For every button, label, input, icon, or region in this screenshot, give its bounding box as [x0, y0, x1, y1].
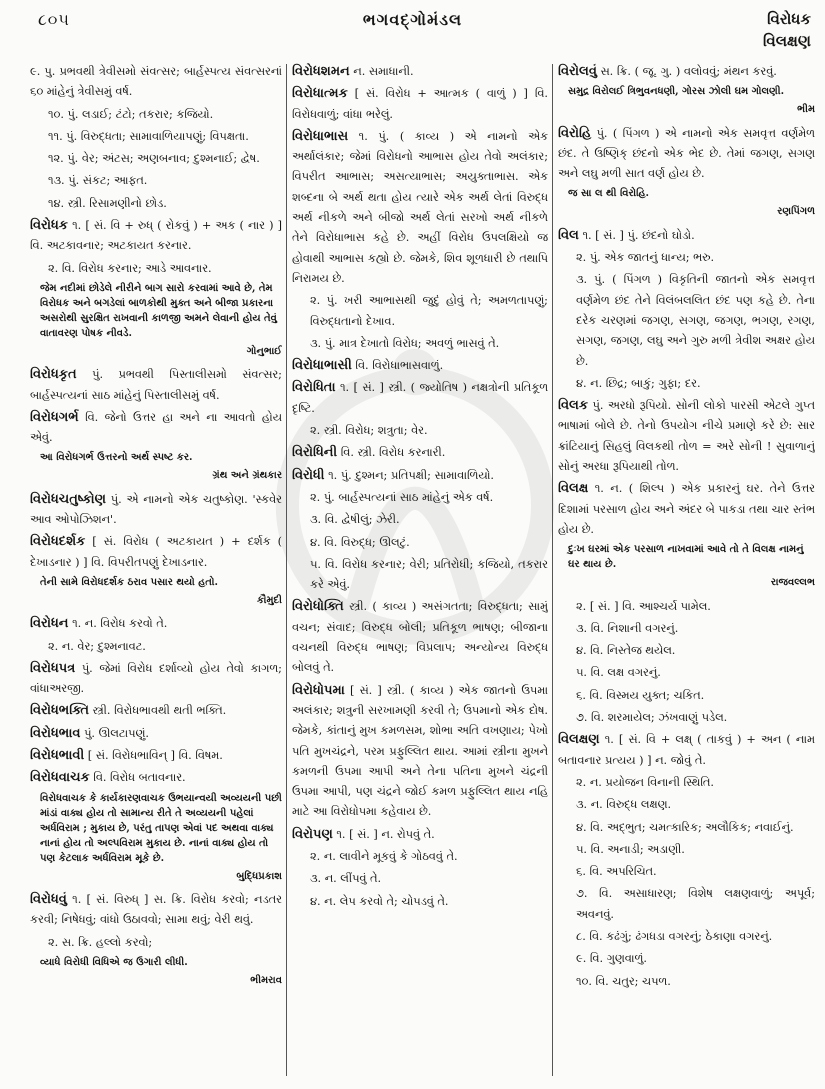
definition-text: ૨. ન. પ્રયોજન વિનાની સ્થિતિ.	[576, 775, 714, 789]
entry-sense	[292, 488, 548, 508]
entry-sense	[30, 62, 282, 103]
headword: વિરોધક	[30, 218, 68, 234]
definition-text: પું. જેમાં વિરોધ દર્શાવ્યો હોય તેવો કાગળ; વાંધાઅરજી.	[30, 661, 282, 696]
headword: વિરોહિ	[558, 125, 592, 141]
definition-text: ૯. પુ. પ્રભવથી ત્રેવીસમો સંવત્સર; બાર્હસ્પત્ય સંવત્સરનાં ૬૦ માંહેનું ત્રેવીસમું વર્ષ.	[30, 65, 282, 99]
entry-sense	[292, 869, 548, 889]
citation-source: બુદ્ધિપ્રકાશ	[236, 870, 282, 882]
citation-quote: તેની સામે વિરોધદર્શક ઠરાવ પસાર થયો હતો.	[40, 576, 218, 588]
headword: વિરોપણ	[292, 826, 333, 842]
definition-text: ૧. પું. ( કાવ્ય ) એ નામનો એક અર્થાલંકાર; જેમાં વિરોધનો આભાસ હોય તેવો અલંકાર; વિપરીત આભાસ; અસત્યાભાસ; અયુક્તાભાસ. એક શબ્દના બે અર્થ થતા હોય ત્યારે એક અર્થ લેતાં વિરુદ્ધ અર્થ નીકળે અને બીજો અર્થ લેતાં સરખો અર્થ નીકળે તેને વિરોધાભાસ કહે છે. અહીં વિરોધ ઉપલક્ષિયો જ હોવાથી આભાસ કહ્યો છે. જેમકે, શિવ શૂળધારી છે તથાપિ નિરામય છે.	[292, 129, 548, 285]
entry-sense	[558, 374, 815, 394]
citation-quote: આ વિરોધગર્ભ ઉત્તરનો અર્થ સ્પષ્ટ કર.	[40, 452, 193, 464]
entry-sense	[558, 597, 815, 617]
definition-text: ૩. પું. ( પિંગળ ) વિકૃતિની જાતનો એક સમવૃત્ત વર્ણમેળ છંદ તેને વિલંબલલિત છંદ પણ કહે છે. તેના દરેક ચરણમાં જગણ, સગણ, જગણ, ભગણ, રગણ, સગણ, જગણ, લઘુ અને ગુરુ મળી ત્રેવીશ અક્ષર હોય છે.	[576, 273, 815, 368]
dictionary-entry	[558, 396, 815, 477]
dictionary-entry	[30, 216, 282, 257]
headword: વિરોધભાવી	[30, 748, 85, 764]
definition-text: ૧. પું. દુશ્મન; પ્રતિપક્ષી; સામાવાળિયો.	[324, 468, 494, 482]
guide-word-first: વિરોધક	[767, 10, 811, 28]
definition-text: ૮. વિ. કઢંગું; ઢંગધડા વગરનું; ઠેકાણા વગરનું.	[576, 929, 773, 943]
headword: વિલક	[558, 398, 589, 414]
definition-text: ૫. વિ. લક્ષ વગરનું.	[576, 666, 661, 680]
definition-text: પું. ( પિંગળ ) એ નામનો એક સમવૃત્ત વર્ણમેળ છંદ. તે ઉષ્ણિક્ છંદનો એક ભેદ છે. તેમાં જગણ, સગણ અને લઘુ મળી સાત વર્ણ હોય છે.	[558, 126, 815, 181]
headword: વિરોલવું	[558, 64, 597, 79]
definition-text: સ્ત્રી. ( કાવ્ય ) અસંગતતા; વિરુદ્ધતા; સામું વચન; સંવાદ; વિરુદ્ધ બોલી; પ્રતિકૂળ ભાષણ; બીજાના વચનથી વિરુદ્ધ ભાષણ; વિપ્રલાપ; અન્યોન્ય વિરુદ્ધ બોલવું તે.	[292, 600, 548, 675]
definition-text: ૬. વિ. વિસ્મય યુક્ત; ચકિત.	[576, 688, 705, 702]
headword: વિરોધદર્શક	[30, 534, 86, 550]
entry-sense	[558, 270, 815, 371]
entry-sense	[558, 795, 815, 815]
definition-text: ૩. પું. માત્ર દેખાતો વિરોધ; અવળું ભાસવું તે.	[310, 336, 500, 350]
page-header	[0, 0, 825, 62]
citation-quote: જ સા લ થી વિરોહિ.	[568, 188, 650, 200]
dictionary-columns	[0, 62, 825, 1082]
entry-sense	[558, 818, 815, 838]
entry-sense	[558, 663, 815, 683]
citation-source: રાજવલ્લભ	[770, 577, 815, 589]
definition-text: ૧. [ સં. વિ + રુધ્ ( રોકવું ) + અક ( નાર ) ] વિ. અટકાવનાર; અટકાયત કરનાર.	[30, 219, 282, 253]
headword: વિરોધશમન	[292, 64, 350, 79]
entry-sense	[558, 927, 815, 947]
headword: વિરોધન	[30, 616, 69, 632]
headword: વિરોધાત્મક	[292, 86, 348, 102]
definition-text: વિ. સ્ત્રી. વિરોધ કરનારી.	[337, 446, 446, 460]
definition-text: વિ. વિરોધ બતાવનાર.	[89, 771, 186, 785]
dictionary-entry	[30, 746, 282, 766]
entry-sense	[558, 862, 815, 882]
definition-text: વિ. વિરોધાભાસવાળું.	[351, 359, 444, 373]
entry-sense	[558, 884, 815, 925]
headword: વિરોધાભાસ	[292, 128, 349, 144]
dictionary-entry	[30, 724, 282, 744]
definition-text: ૧૨. પું. વેર; અંટસ; અણબનાવ; દુશ્મનાઈ; દ્વેષ.	[48, 152, 260, 166]
definition-text: ૯. વિ. ગુણવાળું.	[576, 952, 647, 966]
definition-text: [ સં. ] સ્ત્રી. ( કાવ્ય ) એક જાતનો ઉપમા અલંકાર; શત્રુની સરખામણી કરવી તે; ઉપમાનો એક દોષ. જેમકે, કાંતાનું મુખ કમળસમ, શોભા અતિ વખણાય; પેખો પતિ મુખચંદ્રને, પરમ પ્રફુલ્લિત થાય. આમાં સ્ત્રીના મુખને કમળની ઉપમા આપી અને તેના પતિના મુખને ચંદ્રની ઉપમા આપી, પણ ચંદ્રને જોઈ કમળ પ્રફુલ્લિત થાય નહિ માટે આ વિરોધોપમા કહેવાય છે.	[292, 683, 548, 819]
headword: વિલક્ષણ	[558, 732, 600, 748]
entry-sense	[30, 637, 282, 657]
entry-sense	[558, 949, 815, 969]
citation-quote: વિરોધવાચક કે કાર્યકારણવાચક ઉભયાન્વયી અવ્યયની પછી માંડાં વાક્ય હોય તો સામાન્ય રીતે તે અવ્યયની પહેલાં અર્ધવિરામ ; મુકાય છે, પરંતુ તાપણ એવાં પદ અથવા વાક્ય નાનાં હોય તો અલ્પવિરામ મુકાય છે. નાનાં વાક્ય હોય તો પણ કેટલાક અર્ધવિરામ મૂકે છે.	[40, 792, 282, 864]
entry-sense	[292, 847, 548, 867]
definition-text: ૨. [ સં. ] વિ. આશ્ચર્ય પામેલ.	[576, 599, 711, 613]
definition-text: [ સં. વિરોધ + આત્મક ( વાળું ) ] વિ. વિરોધવાળું; વાંધા ભરેલું.	[292, 87, 548, 121]
citation-source: ગોનુભાઈ	[246, 345, 282, 357]
headword: વિરોધગર્ભ	[30, 409, 79, 425]
dictionary-title: ભગવદ્ગોમંડલ	[362, 10, 463, 29]
definition-text: પું. એ નામનો એક ચતુષ્કોણ. 'સ્કવેર આવ ઓપોઝિશન'.	[30, 492, 282, 527]
definition-text: સ. ક્રિ. ( જૂ. ગુ. ) વલોવવું; મંથન કરવું.	[596, 65, 777, 78]
dictionary-entry	[558, 124, 815, 185]
entry-sense	[558, 686, 815, 706]
entry-sense	[30, 105, 282, 125]
column-right	[558, 62, 815, 994]
entry-sense	[30, 127, 282, 147]
definition-text: ૨. સ. ક્રિ. હલ્લો કરવો;	[48, 935, 153, 949]
definition-text: ૪. ન. છિદ્ર; બાકું; ગુફા; દર.	[576, 376, 701, 390]
definition-text: ૨. પું. એક જાતનું ધાન્ય; ભરુ.	[576, 251, 715, 265]
definition-text: ૧૩. પું. સંકટ; આફત.	[48, 174, 148, 188]
dictionary-entry	[30, 490, 282, 531]
entry-sense	[292, 510, 548, 530]
definition-text: ૫. વિ. અનાડી; અડાણી.	[576, 842, 685, 856]
headword: વિલ	[558, 227, 579, 243]
definition-text: ૧. [ સં. ] ન. રોપવું તે.	[332, 827, 435, 841]
headword: વિરોધિની	[292, 445, 338, 461]
citation-source: ભીમ	[797, 104, 815, 116]
definition-text: ૧. [ સં. વિરુધ્ ] સ. ક્રિ. વિરોધ કરવો; નડતર કરવી; નિષેધવું; વાંધો ઉઠાવવો; સામા થવું; વેરી થવું.	[30, 892, 282, 927]
entry-sense	[558, 641, 815, 661]
definition-text: ૧. [ સં. વિ + લક્ષ્ ( તાકવું ) + અન ( નામ બતાવનાર પ્રત્યય ) ] ન. જોવું તે.	[558, 733, 815, 767]
headword: વિરોધાભાસી	[292, 358, 352, 374]
definition-text: પું. અરધો રૂપિયો. સોની લોકો પારસી એટલે ગુપ્ત ભાષામાં બોલે છે. તેનો ઉપયોગ નીચે પ્રમાણે કરે છે: સાર ક્રાંટિયાનું સિહલું વિલકથી તોળ = અરે સોની ! સુવાળાનું સોનું અરધા રૂપિયાથી તોળ.	[558, 399, 815, 474]
citation-quote: વ્યાધે વિરોધી વિધિએ જ ઉગારી લીધી.	[40, 956, 188, 968]
dictionary-entry	[292, 62, 548, 82]
definition-text: ૩. ન. લીંપવું તે.	[310, 872, 382, 886]
headword: વિરોધભક્તિ	[30, 703, 89, 719]
citation-source: રણપિંગળ	[777, 206, 815, 218]
citation-quote: સમુદ્ર વિરોલઈ ત્રિભુવનધણી, ગોરસ ઝોલી ઘમ ગોલણી.	[568, 86, 785, 98]
definition-text: ૧. [ સં. ] પું. છંદનો ઘોડો.	[578, 228, 695, 242]
dictionary-entry	[292, 443, 548, 463]
guide-words	[763, 8, 811, 52]
citation-source: ભીમરાવ	[250, 974, 282, 986]
definition-text: ૨. ન. વેર; દુશ્મનાવટ.	[48, 639, 146, 653]
column-middle	[292, 62, 548, 914]
definition-text: ૪. વિ. વિરુદ્ધ; ઊલટું.	[310, 535, 410, 549]
dictionary-entry	[558, 62, 815, 82]
entry-sense	[558, 248, 815, 268]
definition-text: ૧૦. પું. લડાઈ; ટંટો; તકરાર; કજિયો.	[48, 107, 214, 121]
definition-text: ૧. ન. ( શિલ્પ ) એક પ્રકારનું ઘર. તેને ઉત્તર દિશામાં પરસાળ હોય અને અંદર બે પાકડા તથા ચાર સ્તંભ હોય છે.	[558, 482, 815, 536]
dictionary-entry	[30, 614, 282, 634]
headword: વિરોધી	[292, 467, 325, 483]
headword: વિરોધવાચક	[30, 770, 90, 786]
entry-sense	[558, 840, 815, 860]
dictionary-entry	[558, 226, 815, 246]
entry-sense	[30, 933, 282, 953]
entry-sense	[558, 708, 815, 728]
citation-source: કૌમુદી	[256, 594, 282, 606]
definition-text: ૧૧. પું. વિરુદ્ધતા; સામાવાળિયાપણું; વિપક્ષતા.	[48, 129, 249, 143]
dictionary-entry	[558, 730, 815, 771]
entry-sense	[558, 972, 815, 992]
headword: વિરોધકૃત	[30, 367, 77, 383]
citation-source: ગ્રંથ અને ગ્રંથકાર	[212, 470, 282, 482]
entry-sense	[30, 259, 282, 279]
entry-sense	[558, 773, 815, 793]
entry-sense	[30, 171, 282, 191]
definition-text: ૪. ન. લેપ કરવો તે; ચોપડવું તે.	[310, 894, 449, 908]
definition-text: [ સં. વિરોધ ( અટકાયત ) + દર્શક ( દેખાડનાર ) ] વિ. વિપરીતપણું દેખાડનાર.	[30, 535, 282, 569]
dictionary-entry	[30, 701, 282, 721]
definition-text: [ સં. વિરોધભાવિન્ ] વિ. વિષમ.	[84, 749, 223, 763]
column-left	[30, 62, 282, 994]
definition-text: ૩. ન. વિરુદ્ધ લક્ષણ.	[576, 798, 672, 812]
headword: વિરોધવું	[30, 891, 67, 907]
dictionary-entry	[30, 768, 282, 788]
entry-sense	[30, 149, 282, 169]
entry-sense	[292, 533, 548, 553]
dictionary-entry	[292, 356, 548, 376]
definition-text: ૭. વિ. શરમાયેલ; ઝંખવાણું પડેલ.	[576, 711, 728, 725]
definition-text: ૨. ન. લાવીને મૂકવું કે ગોઠવવું તે.	[310, 849, 458, 863]
entry-sense	[292, 291, 548, 332]
definition-text: ન. સમાધાની.	[349, 65, 414, 78]
definition-text: ૫. વિ. વિરોધ કરનાર; વેરી; પ્રતિરોધી; કજિયો, તકરાર કરે એવું.	[310, 557, 548, 592]
dictionary-entry	[30, 890, 282, 931]
definition-text: ૨. પું. બાર્હસ્પત્યનાં સાઠ માંહેનું એક વર્ષ.	[310, 490, 494, 504]
definition-text: વિ. જેનો ઉત્તર હા અને ના આવતો હોય એવું.	[30, 410, 282, 445]
headword: વિરોધોપમા	[292, 682, 345, 698]
definition-text: ૬. વિ. અપરિચિત.	[576, 865, 657, 879]
definition-text: ૭. વિ. અસાધારણ; વિશેષ લક્ષણવાળું; અપૂર્વ; અવનવું.	[576, 887, 815, 921]
definition-text: સ્ત્રી. વિરોધભાવથી થતી ભક્તિ.	[88, 704, 227, 718]
definition-text: ૪. વિ. નિસ્તેજ થયેલ.	[576, 644, 676, 658]
headword: વિરોધભાવ	[30, 725, 81, 741]
dictionary-entry	[292, 84, 548, 125]
dictionary-entry	[558, 479, 815, 540]
dictionary-entry	[292, 378, 548, 419]
definition-text: ૪. વિ. અદ્ભુત; ચમત્કારિક; અલૌકિક; નવાઈનું.	[576, 820, 794, 834]
definition-text: પું. ઊલટાપણું.	[80, 726, 149, 740]
dictionary-entry	[292, 127, 548, 289]
entry-sense	[558, 619, 815, 639]
definition-text: ૧૦. વિ. ચતુર; ચપળ.	[576, 974, 671, 988]
definition-text: ૨. વિ. વિરોધ કરનાર; આડે આવનાર.	[48, 261, 212, 275]
definition-text: ૨. પું. ખરી આભાસથી જુદું હોવું તે; અમળતાપણું; વિરુદ્ધતાનો દેખાવ.	[310, 294, 548, 328]
entry-sense	[292, 421, 548, 441]
definition-text: ૧. ન. વિરોધ કરવો તે.	[68, 617, 168, 631]
citation-quote: દુઃખ ઘરમાં એક પરસાળ નાખવામાં આવે તો તે વિલક્ષ નામનું ઘર થાય છે.	[568, 544, 804, 571]
dictionary-entry	[30, 408, 282, 449]
dictionary-entry	[30, 532, 282, 573]
page-number: ૮૦૫	[38, 10, 70, 29]
dictionary-entry	[292, 825, 548, 845]
entry-sense	[30, 194, 282, 214]
citation-quote: જેમ નદીમાં છોડેલે નીરીને બાગ સારો કરવામાં આવે છે, તેમ વિરોધક અને બગડેલાં બાળકોથી મુક્ત અને બીજા પ્રકારના અસરોથી સુરક્ષિત રાખવાની કાળજી અમને લેવાની હોય તેવું વાતાવરણ પોષક નીવડે.	[40, 282, 277, 339]
definition-text: ૩. વિ. નિશાની વગરનું.	[576, 621, 679, 635]
headword: વિલક્ષ	[558, 481, 589, 497]
headword: વિરોધિતા	[292, 380, 336, 396]
definition-text: ૨. સ્ત્રી. વિરોધ; શત્રુતા; વેર.	[310, 424, 428, 438]
headword: વિરોધચતુષ્કોણ	[30, 491, 107, 507]
dictionary-entry	[292, 466, 548, 486]
headword: વિરોધપત્ર	[30, 660, 76, 676]
entry-sense	[292, 555, 548, 596]
definition-text: ૧૪. સ્ત્રી. રિસામણીનો છોડ.	[48, 196, 167, 210]
definition-text: પું. પ્રભવથી પિસ્તાલીસમો સંવત્સર; બાર્હસ્પત્યનાં સાઠ માંહેનું પિસ્તાલીસમું વર્ષ.	[30, 368, 282, 402]
definition-text: ૩. વિ. દ્વેષીલું; ઝેરી.	[310, 513, 400, 527]
headword: વિરોધોક્તિ	[292, 599, 344, 615]
dictionary-entry	[292, 681, 548, 823]
entry-sense	[292, 892, 548, 912]
guide-word-last: વિલક્ષણ	[762, 32, 811, 50]
dictionary-entry	[292, 597, 548, 678]
entry-sense	[292, 334, 548, 354]
definition-text: ૧. [ સં. ] સ્ત્રી. ( જ્યોતિષ ) નક્ષત્રોની પ્રતિકૂળ દૃષ્ટિ.	[292, 381, 548, 415]
dictionary-entry	[30, 659, 282, 700]
dictionary-entry	[30, 365, 282, 406]
